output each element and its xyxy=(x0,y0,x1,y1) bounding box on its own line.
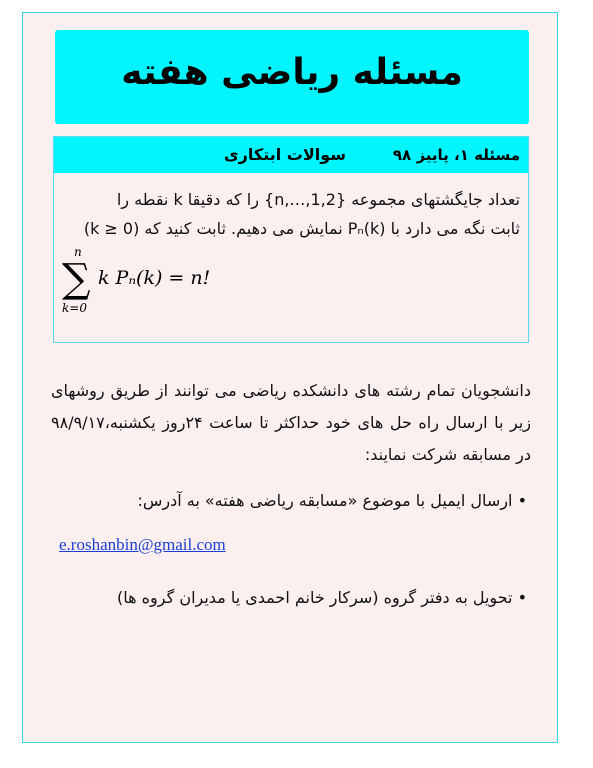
sum-upper-limit: n xyxy=(74,245,82,259)
sigma-symbol: ∑ xyxy=(62,256,91,302)
bullet-office-submission: • تحویل به دفتر گروه (سرکار خانم احمدی یا مدیران گروه ها) xyxy=(117,588,527,607)
problem-line-2: ثابت نگه می دارد با Pₙ(k) نمایش می دهیم. ثابت کنید که (k ≥ 0) xyxy=(83,219,520,238)
problem-statement xyxy=(62,185,520,243)
problem-box xyxy=(53,136,529,343)
problem-number: مسئله ۱، پاییز ۹۸ xyxy=(392,146,520,164)
problem-category: سوالات ابتکاری xyxy=(224,145,347,164)
poster-page xyxy=(22,12,558,743)
summation-formula xyxy=(60,245,220,315)
sum-lower-limit: k=0 xyxy=(62,301,87,315)
instructions-paragraph: دانشجویان تمام رشته های دانشکده ریاضی می توانند از طریق روشهای زیر با ارسال راه حل های خود حداکثر تا ساعت ۲۴روز یکشنبه،۹۸/۹/۱۷ در مسابقه شرکت نمایند: xyxy=(51,381,531,464)
problem-line-1: تعداد جایگشتهای مجموعه {1,2,…,n} را که دقیقا k نقطه را xyxy=(116,190,520,209)
bullet-email-submission: • ارسال ایمیل با موضوع «مسابقه ریاضی هفته» به آدرس: xyxy=(137,491,527,510)
email-link[interactable]: e.roshanbin@gmail.com xyxy=(59,535,226,554)
page-title: مسئله ریاضی هفته xyxy=(121,52,463,93)
title-banner xyxy=(55,30,529,124)
sum-expression: k Pₙ(k) = n! xyxy=(98,267,211,289)
problem-header xyxy=(54,137,528,173)
